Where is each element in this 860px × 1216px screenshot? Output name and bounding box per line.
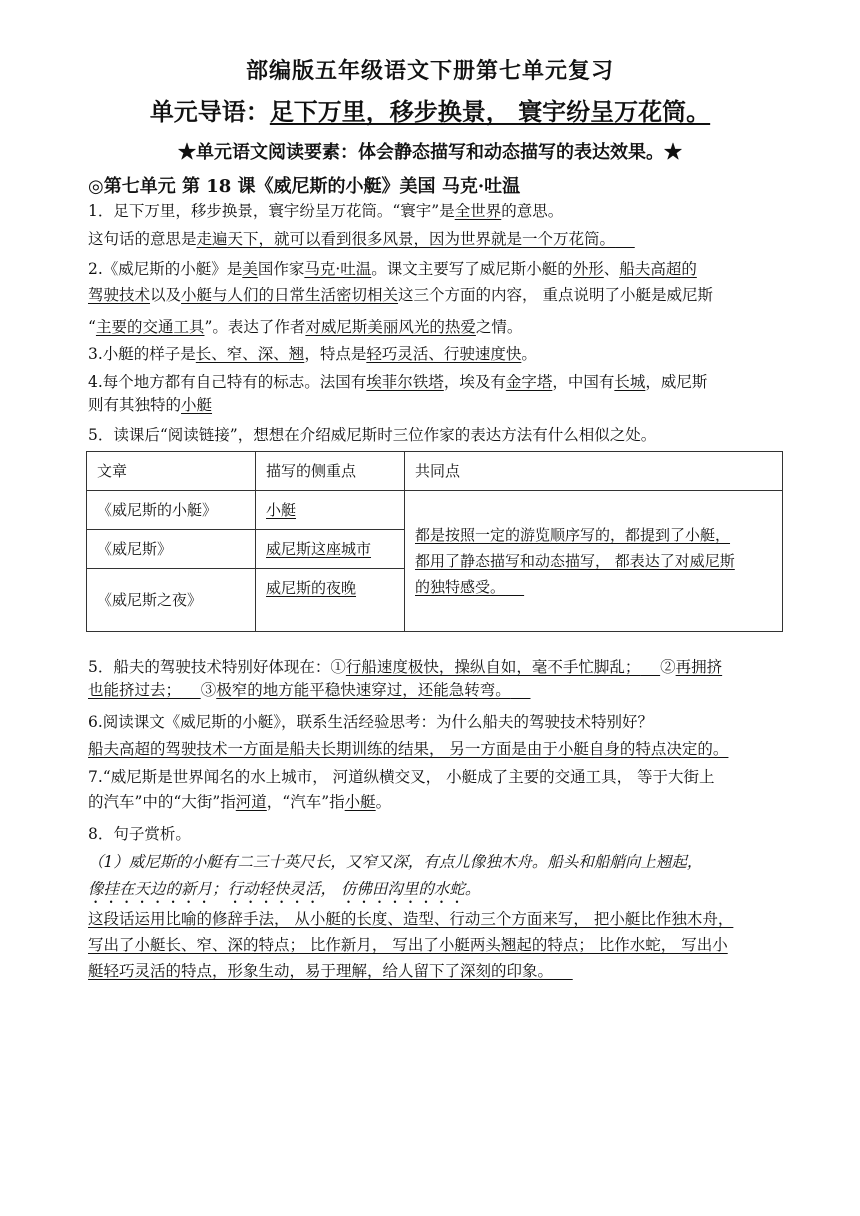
- q5b-text: 5．船夫的驾驶技术特别好体现在：①: [88, 658, 346, 676]
- table-cell-article: 《威尼斯之夜》: [87, 569, 256, 632]
- q5-prompt: 5．读课后“阅读链接”，想想在介绍威尼斯时三位作家的表达方法有什么相似之处。: [88, 426, 657, 444]
- q2-text: “: [88, 318, 96, 336]
- table-header: 文章: [87, 452, 256, 491]
- q6-answer: 船夫高超的驾驶技术一方面是船夫长期训练的结果， 另一方面是由于小艇自身的特点决定的。: [88, 740, 729, 758]
- q4-text: ，威尼斯: [645, 373, 708, 391]
- q8-quote-line-1: （1）威尼斯的小艇有二三十英尺长，又窄又深，有点儿像独木舟。船头和船艄向上翘起，: [88, 853, 703, 871]
- focus-answer: 威尼斯的夜晚: [266, 579, 357, 597]
- q1-answer: 全世界: [454, 202, 502, 220]
- q2-answer-life: 小艇与人们的日常生活密切相关: [181, 286, 399, 304]
- blank-fill: [553, 962, 573, 980]
- q5b-answer-1: 行船速度极快，操纵自如，毫不手忙脚乱；: [345, 658, 641, 676]
- q2-text: 之情。: [475, 318, 523, 336]
- table-cell-article: 《威尼斯的小艇》: [87, 491, 256, 530]
- blank-fill: [640, 658, 660, 676]
- table-header: 描写的侧重点: [256, 452, 405, 491]
- q4-answer-venice: 小艇: [181, 396, 213, 414]
- q2-text: 2.《威尼斯的小艇》是: [88, 260, 243, 278]
- q4-answer-china: 长城: [614, 373, 646, 391]
- q4-answer-france: 埃菲尔铁塔: [366, 373, 444, 391]
- q2-answer-skill-cont: 驾驶技术: [88, 286, 151, 304]
- q6-prompt: 6.阅读课文《威尼斯的小艇》，联系生活经验思考：为什么船夫的驾驶技术特别好？: [88, 713, 654, 731]
- table-header-row: [87, 452, 783, 491]
- q2-line-1: [88, 258, 697, 280]
- q2-text: 国作家: [257, 260, 305, 278]
- q8-answer-line-2: [88, 934, 728, 956]
- q3-line: [88, 343, 537, 365]
- q3-text: 3.小艇的样子是: [88, 345, 196, 363]
- q5b-line-1: [88, 656, 722, 678]
- q1-text-end: 的意思。: [501, 202, 564, 220]
- common-answer-3: 的独特感受。: [415, 578, 506, 596]
- unit-guide: [0, 92, 860, 127]
- q8-answer-1: 这段话运用比喻的修辞手法， 从小艇的长度、造型、行动三个方面来写， 把小艇比作独木舟，: [88, 910, 734, 928]
- q2-text: 。课文主要写了威尼斯小艇的: [371, 260, 573, 278]
- q4-text: ，中国有: [552, 373, 615, 391]
- q3-answer-shape: 长、窄、深、翘: [195, 345, 305, 363]
- comparison-table: [86, 451, 783, 632]
- q4-text: 4.每个地方都有自己特有的标志。法国有: [88, 373, 367, 391]
- q2-text: 以及: [150, 286, 182, 304]
- q1-line-1: [88, 200, 563, 222]
- q7-text: 。: [375, 793, 392, 811]
- common-answer-2: 都用了静态描写和动态描写， 都表达了对威尼斯: [415, 552, 735, 570]
- q7-text: ，“汽车”指: [266, 793, 345, 811]
- q8-prompt: 8．句子赏析。: [88, 825, 191, 843]
- table-header: 共同点: [405, 452, 783, 491]
- q6-answer-line: [88, 738, 728, 760]
- q5b-answer-2: 再拥挤: [675, 658, 723, 676]
- table-cell-focus: [256, 569, 405, 632]
- common-answer-1: 都是按照一定的游览顺序写的，都提到了小艇，: [415, 526, 731, 544]
- q5b-answer-3: 极窄的地方能平稳快速穿过，还能急转弯。: [216, 681, 511, 699]
- q2-text: 、: [603, 260, 620, 278]
- q8-quote-line-2: [88, 878, 480, 907]
- q1-text: 1．足下万里，移步换景，寰宇纷呈万花筒。“寰宇”是: [88, 202, 455, 220]
- q7-line-2: [88, 791, 391, 813]
- q5b-text: ③: [200, 681, 217, 699]
- q7-text: 的汽车”中的“大街”指: [88, 793, 236, 811]
- q2-text: ”。表达了作者: [204, 318, 306, 336]
- blank-fill: [181, 681, 201, 699]
- table-row: [87, 491, 783, 530]
- q2-answer-country: 美: [242, 260, 258, 278]
- q3-answer-feature: 轻巧灵活、行驶速度快: [366, 345, 522, 363]
- q7-line-1: 7.“威尼斯是世界闻名的水上城市， 河道纵横交叉， 小艇成了主要的交通工具， 等于大街上: [88, 768, 715, 786]
- focus-answer: 小艇: [266, 501, 297, 519]
- q4-text: 则有其独特的: [88, 396, 182, 414]
- q2-answer-author: 马克·吐温: [304, 260, 372, 278]
- q2-answer-transport: 主要的交通工具: [95, 318, 205, 336]
- q2-answer-skill: 船夫高超的: [619, 260, 697, 278]
- table-cell-focus: [256, 530, 405, 569]
- q8-answer-line-1: [88, 908, 733, 930]
- blank-fill: [615, 230, 635, 248]
- table-cell-focus: [256, 491, 405, 530]
- q8-answer-line-3: [88, 960, 573, 982]
- focus-answer: 威尼斯这座城市: [266, 540, 372, 558]
- q7-answer-car: 小艇: [344, 793, 376, 811]
- q5b-text: ②: [660, 658, 676, 676]
- unit-guide-label: 单元导语：: [149, 98, 270, 126]
- q5b-answer-2-cont: 也能挤过去；: [88, 681, 182, 699]
- q1-line-2: [88, 228, 635, 250]
- table-cell-article: 《威尼斯》: [87, 530, 256, 569]
- q2-text: 这三个方面的内容， 重点说明了小艇是威尼斯: [398, 286, 713, 304]
- lesson-heading: ◎第七单元 第 18 课《威尼斯的小艇》美国 马克·吐温: [88, 176, 521, 197]
- q2-answer-shape: 外形: [572, 260, 604, 278]
- q2-line-2: [88, 284, 713, 306]
- q2-answer-feeling: 对威尼斯美丽风光的热爱: [305, 318, 476, 336]
- q7-answer-street: 河道: [235, 793, 267, 811]
- q4-text: ，埃及有: [443, 373, 506, 391]
- q8-answer-2: 写出了小艇长、窄、深的特点； 比作新月， 写出了小艇两头翘起的特点； 比作水蛇， 写出小: [88, 936, 728, 954]
- q3-text: ，特点是: [304, 345, 367, 363]
- q4-answer-egypt: 金字塔: [505, 373, 553, 391]
- table-cell-common: [405, 491, 783, 632]
- common-answer-3-wrap: [415, 574, 772, 600]
- q8-quote-dotted: 像挂在天边的新月；行动轻快灵活， 仿佛田沟里的水蛇。: [88, 880, 481, 898]
- page-title: 部编版五年级语文下册第七单元复习: [245, 59, 614, 84]
- q1-meaning-label: 这句话的意思是: [88, 230, 197, 248]
- q2-line-3: [88, 316, 522, 338]
- q5b-line-2: [88, 679, 530, 701]
- reading-requirement: ★单元语文阅读要素：体会静态描写和动态描写的表达效果。★: [178, 142, 682, 163]
- q8-answer-3: 艇轻巧灵活的特点，形象生动，易于理解，给人留下了深刻的印象。: [88, 962, 554, 980]
- unit-guide-text: 足下万里，移步换景， 寰宇纷呈万花筒。: [269, 98, 711, 126]
- blank-fill: [505, 578, 524, 596]
- blank-fill: [511, 681, 531, 699]
- q4-line-1: [88, 371, 707, 393]
- q3-text: 。: [521, 345, 537, 363]
- q4-line-2: [88, 394, 212, 416]
- q1-meaning-answer: 走遍天下，就可以看到很多风景，因为世界就是一个万花筒。: [196, 230, 616, 248]
